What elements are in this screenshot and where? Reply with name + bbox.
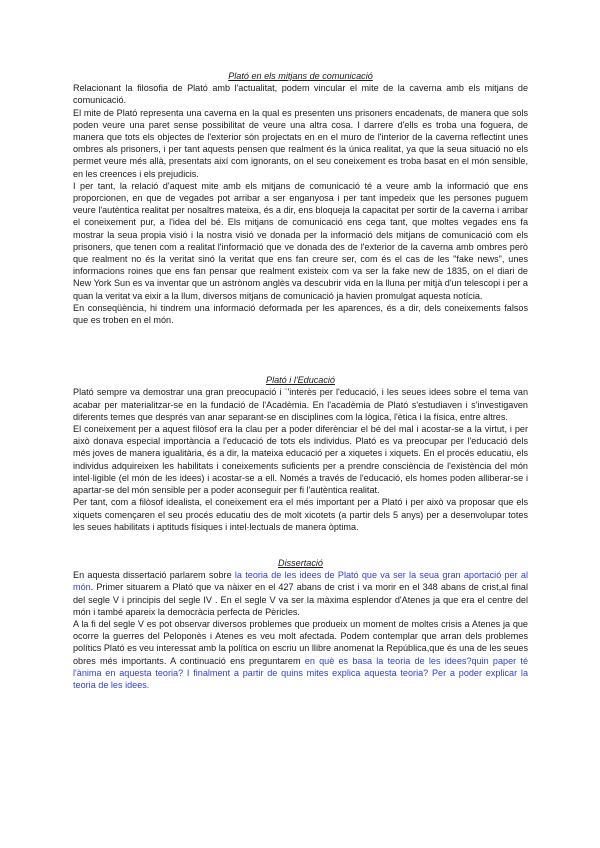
- paragraph-text: A la fi del segle V es pot observar diversos problemes que produeix un moment de moltes crisis a Atenes ja que ocorre la guerres del Peloponès i Atenes es veu molt afectada. Podem contemplar que arran dels problemes polítics Plató es veu interessat amb la política on escriu un llibre anomenat la República,que és una de les seues obres més importants. A continuació ens preguntarem: [73, 618, 528, 666]
- highlighted-text: en què es basa la teoria de les idees?quin paper té l'ànima en aquesta teoria? I finalment a partir de quins mites explica aquesta teoria? Per a poder explicar la teoria de les idees.: [73, 655, 528, 690]
- paragraph: Relacionant la filosofia de Plató amb l'actualitat, podem vincular el mite de la caverna amb els mitjans de comunicació.: [73, 83, 528, 106]
- paragraph: [73, 569, 528, 618]
- paragraph: Per tant, com a filòsof idealista, el coneixement era el més important per a Plató i per això va proposar que els xiquets començaren el seu procés educatiu des de molt xicotets (a partir dels 5 anys) per a desenvolupar totes les seues habilitats i aptituds físiques i intel·lectuals de manera òptima.: [73, 497, 528, 532]
- section-spacer: [73, 326, 528, 374]
- paragraph: [73, 618, 528, 691]
- paragraph: El coneixement per a aquest filòsof era la clau per a poder diferènciar el bé del mal i acostar-se a la virtut, i per això donava especial importància a l'educació de tots els individus. Plató es va preocupar per l'educació dels més joves de manera igualitària, és a dir, la mateixa educació per a xiquetes i xiquets. En el procés educatiu, els individus adquireixen les habilitats i coneixements suficients per a prendre consciència de l'existència del món intel·ligible (el món de les idees) i acostar-se a ell. Només a través de l'educació, els homes poden alliberar-se i apartar-se del món sensible per a poder aconseguir per fi l'autèntica realitat.: [73, 424, 528, 496]
- section-spacer: [73, 533, 528, 557]
- paragraph: El mite de Plató representa una caverna en la qual es presenten uns prisoners encadenats, de manera que sols poden veure una paret sense possibilitat de veure una altra cosa. I darrere d'ells es troba una foguera, de manera que tots els objectes de l'exterior són projectats en en el muro de l'interior de la caverna reflectint unes ombres als prisoners, i per tant aquests pensen que realment és la única realitat, ya que la seua situació no els permet veure més allà, presentats així com ignorants, on el seu coneixement es troba basat en el món sensible, en les creences i els prejudicis.: [73, 107, 528, 179]
- section-title-dissertacio: Dissertació: [278, 557, 323, 568]
- section-title-mitjans: Plató en els mitjans de comunicació: [228, 71, 373, 81]
- paragraph-text: . Primer situarem a Plató que va nàixer en el 427 abans de crist i va morir en el 348 abans de crist,al final del segle V i principis del segle IV . En el segle V va ser la màxima esplendor d'Atenes ja que era el centre del món i també apareix la democràcia perfecta de Pèricles.: [73, 582, 528, 617]
- document-page: [73, 70, 528, 691]
- section-title-educacio: Plató i l'Educació: [266, 375, 335, 386]
- highlighted-text: la teoria de les idees de Plató que va ser la seua gran aportació per al món: [73, 570, 528, 593]
- paragraph: I per tant, la relació d'aquest mite amb els mitjans de comunicació té a veure amb la informació que ens proporcionen, en que de vegades pot arribar a ser enganyosa i per tant impedeix que les persones puguem veure l'autèntica realitat per nosaltres mateixa, és a dir, ens bloqueja la capacitat per sortir de la caverna i arribar el coneixement pur, a l'idea del bé. Els mitjans de comunicació ens cega tant, que moltes vegades ens fa mostrar la seua propia visió i la nostra visió ve donada per la informació dels mitjans de comunicació com els prisoners, que tenen com a realitat l'informació que ve donada des de l'exterior de la caverna amb ombres però que realment no és la veritat sinó la veritat que ens fan creure ser, com és el cas de les "fake news", unes informacions roines que ens fan pensar que realment existeix com va ser la fake new de 1835, on el diari de New York Sun es va inventar que un astrònom anglès va descubrir vida en la lluna per mitjà d'un telescopi i per a quan la veritat va eixir a la llum, diversos mitjans de comunicació ja havien promulgat aquesta notícia.: [73, 180, 528, 301]
- paragraph: Plató sempre va demostrar una gran preocupació i ¨'interès per l'educació, i les seues idees sobre el tema van acabar per materialitzar-se en la fundació de l'Acadèmia. En l'acadèmia de Plató s'estudiaven i s'investigaven diferents temes que després van anar separant-se en disciplines com la lògica, l'ètica i la física, entre altres.: [73, 387, 528, 422]
- paragraph: En conseqüència, hi tindrem una informació deformada per les aparences, és a dir, dels coneixements falsos que es troben en el món.: [73, 302, 528, 326]
- paragraph-text: En aquesta dissertació parlarem sobre: [73, 570, 235, 581]
